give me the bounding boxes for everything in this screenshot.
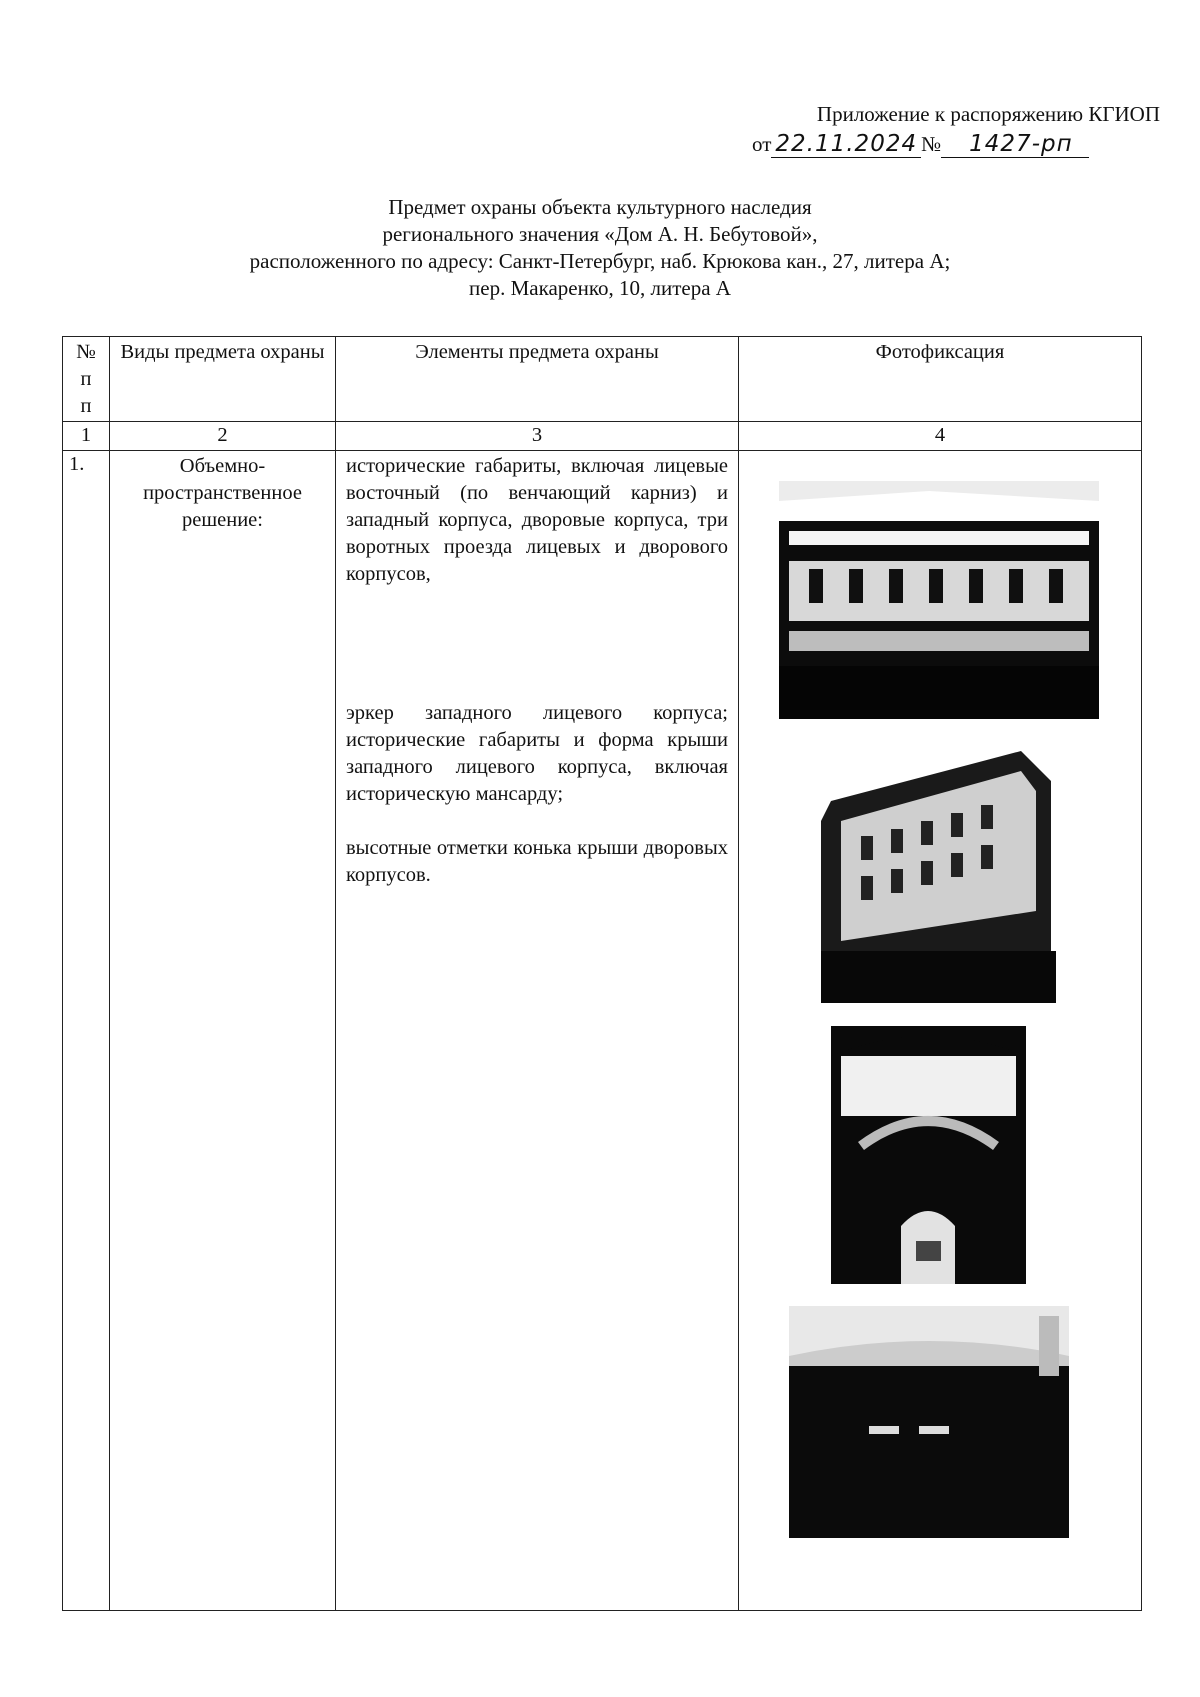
header-num-p2: п: [80, 395, 92, 417]
elements-text-3: высотные отметки конька крыши дворовых корпусов.: [346, 837, 728, 886]
document-title: [100, 194, 1100, 302]
appendix-header: [740, 100, 1160, 158]
order-date: 22.11.2024: [771, 131, 921, 158]
number-label: №: [921, 132, 942, 156]
photo-gateway-passage: [789, 1306, 1069, 1538]
photo-facade-west: [821, 741, 1056, 1003]
index-cell: 3: [336, 422, 739, 451]
row-elements: [336, 451, 739, 1611]
header-kind: Виды предмета охраны: [110, 337, 336, 422]
title-line-4: пер. Макаренко, 10, литера А: [469, 276, 731, 300]
header-num-p1: п: [80, 368, 92, 390]
header-num-sign: №: [76, 341, 96, 363]
order-number: 1427-рп: [941, 131, 1088, 158]
row-kind: Объемно-пространственное решение:: [110, 451, 336, 1611]
header-elements: Элементы предмета охраны: [336, 337, 739, 422]
table-index-row: [63, 422, 1142, 451]
header-photo: Фотофиксация: [739, 337, 1142, 422]
photo-facade-east: [779, 481, 1099, 719]
index-cell: 4: [739, 422, 1142, 451]
row-number: 1.: [63, 451, 110, 1611]
header-num: [63, 337, 110, 422]
photo-gateway-arch: [831, 1026, 1026, 1284]
title-line-2: регионального значения «Дом А. Н. Бебутовой»,: [382, 222, 818, 246]
appendix-title: Приложение к распоряжению КГИОП: [816, 102, 1160, 126]
table-header-row: [63, 337, 1142, 422]
index-cell: 2: [110, 422, 336, 451]
row-photos: [739, 451, 1142, 1611]
title-line-1: Предмет охраны объекта культурного наследия: [388, 195, 812, 219]
title-line-3: расположенного по адресу: Санкт-Петербург, наб. Крюкова кан., 27, литера А;: [249, 249, 951, 273]
elements-text-2: эркер западного лицевого корпуса; исторические габариты и форма крыши западного лицевого корпуса, включая историческую мансарду;: [346, 702, 728, 805]
from-label: от: [752, 132, 772, 156]
index-cell: 1: [63, 422, 110, 451]
elements-text-1: исторические габариты, включая лицевые восточный (по венчающий карниз) и западный корпуса, дворовые корпуса, три воротных проезда лицевых и дворового корпусов,: [346, 455, 728, 585]
table-row: [63, 451, 1142, 1611]
order-reference: [740, 130, 1160, 158]
protection-table: [62, 336, 1142, 1611]
